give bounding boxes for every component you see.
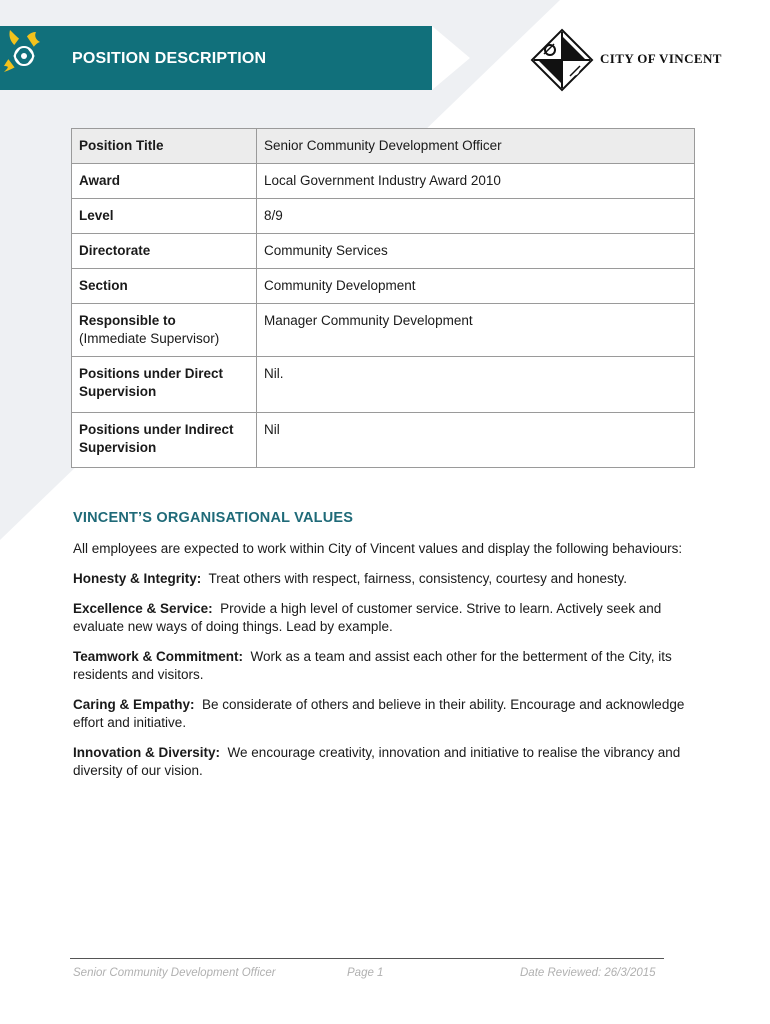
row-label: Section [72,269,257,304]
row-sublabel: (Immediate Supervisor) [79,331,220,346]
row-value: Local Government Industry Award 2010 [257,164,695,199]
org-name: CITY OF VINCENT [600,51,722,66]
row-value: Nil. [257,357,695,413]
table-row [72,304,695,357]
row-value: Community Development [257,269,695,304]
table-row [72,164,695,199]
values-intro: All employees are expected to work within City of Vincent values and display the following behaviours: [73,541,683,556]
values-list [73,540,698,792]
row-value: Senior Community Development Officer [257,129,695,164]
value-item [73,744,698,780]
footer-doc-title: Senior Community Development Officer [73,967,276,979]
row-label: Responsible to [79,313,176,328]
row-label: Position Title [72,129,257,164]
value-item [73,648,698,684]
position-details-table [71,128,695,468]
city-crest-logo-icon [530,28,594,92]
row-label: Positions under Direct Supervision [72,357,257,413]
table-row [72,357,695,413]
value-name: Caring & Empathy: [73,697,195,712]
table-row [72,199,695,234]
value-name: Excellence & Service: [73,601,213,616]
row-value: Nil [257,413,695,468]
value-name: Teamwork & Commitment: [73,649,244,664]
value-item [73,600,698,636]
title-banner [0,26,470,90]
value-text: We encourage creativity, innovation and initiative to realise the vibrancy and diversity of our vision. [73,745,681,778]
row-label: Positions under Indirect Supervision [72,413,257,468]
table-row [72,269,695,304]
row-label: Level [72,199,257,234]
table-row [72,413,695,468]
value-text: Be considerate of others and believe in their ability. Encourage and acknowledge effort and initiative. [73,697,685,730]
value-name: Innovation & Diversity: [73,745,221,760]
footer-divider [70,958,664,959]
value-name: Honesty & Integrity: [73,571,202,586]
row-label: Directorate [72,234,257,269]
ornament-icon [0,26,40,86]
value-item [73,570,698,588]
value-text: Provide a high level of customer service. Strive to learn. Actively seek and evaluate new ways of doing things. Lead by example. [73,601,662,634]
values-heading: VINCENT’S ORGANISATIONAL VALUES [73,510,354,526]
table-row [72,234,695,269]
row-value: 8/9 [257,199,695,234]
page-title: POSITION DESCRIPTION [72,50,267,67]
row-value: Community Services [257,234,695,269]
value-item [73,696,698,732]
table-row [72,129,695,164]
row-label-cell [72,304,257,357]
value-text: Work as a team and assist each other for the betterment of the City, its residents and visitors. [73,649,672,682]
footer-page-number: Page 1 [347,967,384,979]
footer-date-reviewed: Date Reviewed: 26/3/2015 [520,967,656,979]
row-value: Manager Community Development [257,304,695,357]
value-text: Treat others with respect, fairness, consistency, courtesy and honesty. [208,571,627,586]
row-label: Award [72,164,257,199]
